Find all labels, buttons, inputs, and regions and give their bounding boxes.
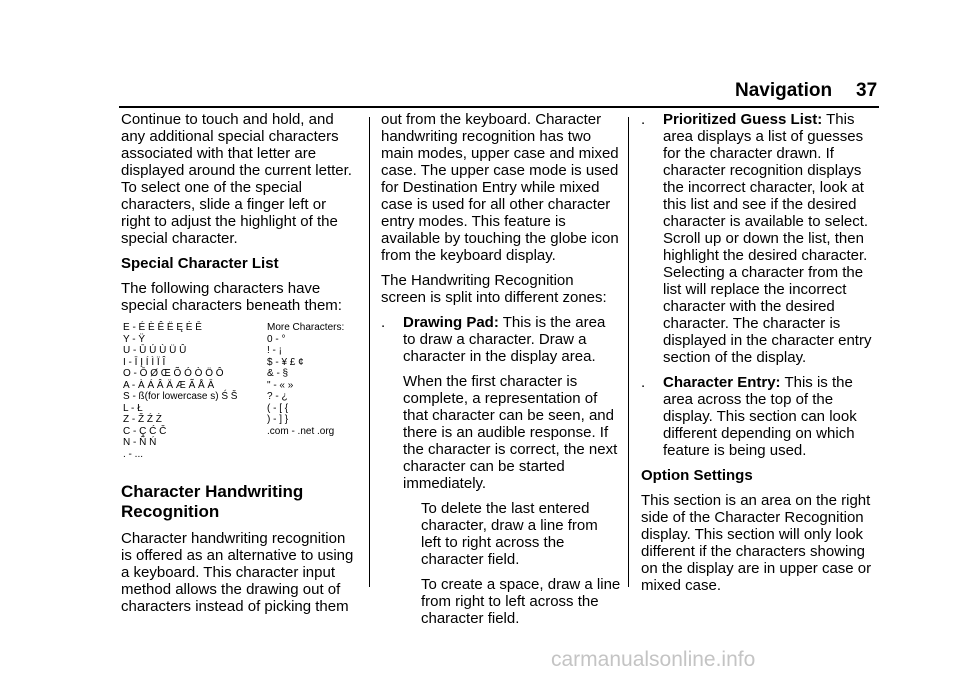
header-rule — [119, 106, 879, 108]
watermark: carmanualsonline.info — [551, 648, 756, 671]
bullet-text: This is the area across the top of the display. This section can look different depending on which feature is being used. — [663, 374, 857, 459]
column-3 — [641, 111, 881, 602]
first-character-paragraph: When the first character is complete, a representation of that character can be seen, and there is an audible response. If the character is correct, the next character can be started immediately. — [403, 373, 618, 492]
character-list-row: S - ß(for lowercase s) Ś Š — [123, 391, 238, 402]
character-list-row: E - É È Ê Ë Ę Ė Ē — [123, 322, 202, 333]
character-list-row: Y - Ÿ — [123, 333, 146, 345]
character-list-row: ? - ¿ — [267, 391, 288, 402]
special-character-list-heading: Special Character List — [121, 255, 279, 272]
special-character-intro: The following characters have special characters beneath them: — [121, 280, 342, 314]
character-list-row: L - Ł — [123, 402, 143, 414]
delete-character-paragraph: To delete the last entered character, draw a line from left to right across the character field. — [421, 500, 598, 568]
bullet-mark: . — [641, 111, 646, 128]
zones-paragraph: The Handwriting Recognition screen is split into different zones: — [381, 272, 607, 306]
character-list-row: U - Ū Ú Ù Ü Û — [123, 345, 187, 356]
guess-list-bullet — [641, 111, 881, 366]
column-divider-1 — [369, 117, 370, 587]
running-header-section: Navigation — [735, 80, 833, 101]
character-list-row: O - Ō Ø Œ Õ Ó Ò Ö Ô — [123, 368, 224, 379]
section-title: Character Handwriting Recognition — [121, 482, 304, 521]
bullet-text: This area displays a list of guesses for the character drawn. If character recognition displays the incorrect character, look at this list and see if the desired character is available to select. Scroll up or down the list, then highlight the desired character. Selecting a character from the list will replace the incorrect character with the desired character. The character is displayed in the character entry section of the display. — [663, 111, 872, 366]
bullet-mark: . — [381, 314, 386, 331]
character-list-row: ) - ] } — [267, 414, 289, 425]
character-list-row: Z - Ž Ź Ż — [123, 414, 162, 425]
column-divider-2 — [628, 117, 629, 587]
character-list-left — [123, 322, 237, 460]
character-list-row: ( - [ { — [267, 402, 289, 414]
option-settings-paragraph: This section is an area on the right side of the Character Recognition display. This section will only look different if the characters showing on the display are in upper case or mixed case. — [641, 492, 872, 594]
character-list-row: A - À Á Â Ä Æ Ã Å Ā — [123, 379, 215, 391]
character-list-row: $ - ¥ £ ¢ — [267, 356, 304, 368]
character-list-row: C - Ç Ć Č — [123, 425, 167, 437]
character-list-row: 0 - ° — [267, 333, 286, 345]
character-list-row: . - ... — [123, 448, 143, 460]
character-list-row: & - § — [267, 368, 289, 379]
bullet-lead: Character Entry: — [663, 374, 781, 391]
special-character-table — [121, 322, 359, 470]
create-space-paragraph: To create a space, draw a line from right to left across the character field. — [421, 576, 621, 627]
bullet-lead: Drawing Pad: — [403, 314, 499, 331]
character-entry-bullet — [641, 374, 881, 459]
column-1 — [121, 111, 359, 623]
character-list-row: .com - .net .org — [267, 425, 335, 437]
character-list-row: ! - ¡ — [267, 345, 282, 356]
character-list-row: More Characters: — [267, 322, 345, 333]
page-number: 37 — [856, 80, 878, 101]
bullet-lead: Prioritized Guess List: — [663, 111, 823, 128]
option-settings-heading: Option Settings — [641, 467, 753, 484]
character-list-row: I - Ī Į Í Ì Ï Î — [123, 356, 166, 368]
character-list-row: N - Ñ Ń — [123, 437, 157, 448]
bullet-mark: . — [641, 374, 646, 391]
bullet-text: This is the area to draw a character. Draw a character in the display area. — [403, 314, 606, 365]
character-list-row: " - « » — [267, 379, 294, 391]
modes-paragraph: out from the keyboard. Character handwriting recognition has two main modes, upper case and mixed case. The upper case mode is used for Destination Entry while mixed case is used for all other character entry modes. This feature is available by touching the globe icon from the keyboard display. — [381, 111, 619, 264]
handwriting-paragraph: Character handwriting recognition is offered as an alternative to using a keyboard. This character input method allows the drawing out of characters instead of picking them — [121, 530, 354, 615]
character-list-right — [267, 322, 344, 437]
drawing-pad-bullet — [381, 314, 621, 365]
column-2 — [381, 111, 621, 635]
intro-paragraph: Continue to touch and hold, and any additional special characters associated with that letter are displayed around the current letter. To select one of the special characters, slide a finger left or right to adjust the highlight of the special character. — [121, 111, 352, 247]
